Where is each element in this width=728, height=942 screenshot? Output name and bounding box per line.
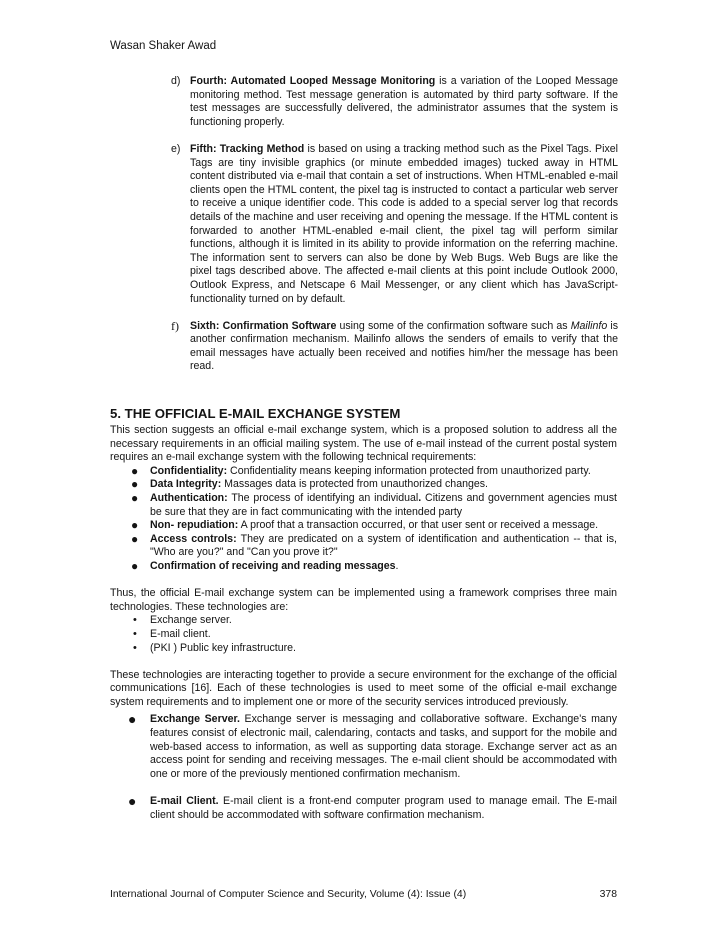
bullet-icon: ●: [131, 518, 139, 533]
list-item: [110, 628, 617, 642]
bullet-icon: ●: [131, 490, 139, 505]
item-text: .: [395, 559, 399, 572]
page-footer: [110, 889, 617, 900]
bullet-icon: •: [133, 641, 137, 654]
item-text: Confidentiality means keeping information protected from unauthorized party.: [227, 464, 591, 477]
item-term: Non- repudiation:: [150, 519, 239, 532]
technologies-list: [110, 614, 617, 655]
list-item: [110, 795, 617, 822]
item-text: A proof that a transaction occurred, or that user sent or received a message.: [238, 519, 599, 532]
item-term: Exchange Server.: [150, 713, 240, 726]
list-item: [110, 713, 617, 781]
lettered-list: [171, 75, 618, 388]
list-item: [110, 642, 617, 656]
item-text: The process of identifying an individual: [227, 491, 419, 504]
item-text: E-mail client is a front-end computer program used to manage email. The E-mail client should be accommodated with software confirmation mechanism.: [150, 795, 617, 821]
item-italic-term: Mailinfo: [570, 319, 608, 332]
item-text: is another confirmation mechanism.: [190, 319, 619, 346]
list-marker: f): [171, 318, 179, 333]
item-text: Citizens and government agencies must be sure that they are in fact communicating with the intended party: [150, 491, 617, 518]
list-item: [110, 478, 617, 492]
section-heading: 5. THE OFFICIAL E-MAIL EXCHANGE SYSTEM: [110, 406, 401, 421]
item-term: Data Integrity:: [150, 478, 222, 491]
item-text: Mailinfo allows the senders of emails to verify that the email messages have actually been received and notifies him/her the message has been read.: [190, 333, 618, 373]
list-marker: e): [171, 142, 181, 155]
section-5: [110, 405, 617, 822]
bullet-icon: ●: [128, 711, 137, 728]
bullet-icon: •: [133, 627, 137, 640]
interaction-paragraph: These technologies are interacting together to provide a secure environment for the exchange of the official communications [16]. Each of these technologies is used to meet some of the official e-mail exchange system requirements and to implement one or more of the security services introduced previously.: [110, 668, 617, 708]
bullet-icon: ●: [131, 558, 139, 573]
item-text: Exchange server is messaging and collaborative software. Exchange's many features consist of electronic mail, calendaring, contacts and tasks, and support for the mobile and web-based access to information, as well as supporting data storage. Exchange server act as an access point for sending and receiving messages. The e-mail client should be accommodated with one or more of the previously mentioned confirmation mechanism.: [150, 713, 617, 780]
item-text: Massages data is protected from unauthorized changes.: [221, 478, 488, 491]
item-term: Access controls:: [150, 532, 237, 545]
list-item: [110, 614, 617, 628]
bullet-icon: ●: [131, 531, 139, 546]
item-term: Authentication:: [150, 491, 228, 504]
bullet-icon: ●: [131, 477, 139, 492]
list-item: [110, 519, 617, 533]
item-text: They are predicated on a system of identification and authentication -- that is, "Who are you?" and "Can you prove it?": [150, 532, 617, 559]
page-number: 378: [599, 889, 617, 900]
list-item: [110, 533, 617, 560]
requirements-list: [110, 465, 617, 574]
list-marker: d): [171, 75, 181, 87]
item-term: Fourth: Automated Looped Message Monitoring: [190, 75, 436, 87]
item-term: Confirmation of receiving and reading messages: [150, 559, 396, 572]
item-term: Fifth: Tracking Method: [190, 142, 305, 155]
running-head-author: Wasan Shaker Awad: [110, 40, 217, 52]
item-term: E-mail Client.: [150, 795, 219, 808]
bullet-icon: ●: [128, 793, 137, 810]
item-text: using some of the confirmation software such as: [336, 319, 571, 332]
item-text: E-mail client.: [150, 627, 211, 640]
list-item: [110, 465, 617, 479]
item-text: is based on using a tracking method such as the Pixel Tags. Pixel Tags are tiny invisible graphics (or minute embedded images) tucked away in HTML content distributed via e-mail that contain a set of instructions. When HTML-enabled e-mail clients open the HTML content, the pixel tag is instructed to contact a particular web server to receive a unique identifier code. This code is added to a special server log that records details of the machine and user receiving and opening the message. If the HTML content is forwarded to another HTML-enabled e-mail client, the pixel tag will perform similar functions, although it is limited in its ability to provide information on the referring machine. The information sent to servers can also be done by Web Bugs. Web Bugs are like the pixel tags described above. The affected e-mail clients at this point include Outlook 2000, Outlook Express, and Netscape 6 Mail Messenger, or any client which has JavaScript-functionality turned on by default.: [190, 142, 618, 305]
item-text: Exchange server.: [150, 614, 232, 627]
item-text: (PKI ) Public key infrastructure.: [150, 641, 297, 654]
list-item-f: [171, 320, 618, 374]
bullet-icon: •: [133, 614, 137, 627]
journal-citation: International Journal of Computer Science and Security, Volume (4): Issue (4): [110, 889, 467, 900]
list-item: [110, 492, 617, 519]
item-term: Confidentiality:: [150, 464, 228, 477]
list-item: [110, 560, 617, 574]
item-term: Sixth: Confirmation Software: [190, 319, 337, 332]
bullet-icon: ●: [131, 463, 139, 478]
list-item-d: [171, 75, 618, 129]
list-item-e: [171, 143, 618, 306]
item-text: .: [418, 491, 422, 504]
item-text: is a variation of the Looped Message monitoring method. Test message generation is automated by third party software. If the test messages are successfully delivered, the administrator assumes that the system is functioning properly.: [190, 75, 618, 128]
framework-paragraph: Thus, the official E-mail exchange system can be implemented using a framework comprises three main technologies. These technologies are:: [110, 587, 617, 613]
intro-paragraph: This section suggests an official e-mail exchange system, which is a proposed solution to address all the necessary requirements in an official mailing system. The use of e-mail instead of the current postal system requires an e-mail exchange system with the following technical requirements:: [110, 424, 617, 464]
technology-details-list: [110, 713, 617, 822]
